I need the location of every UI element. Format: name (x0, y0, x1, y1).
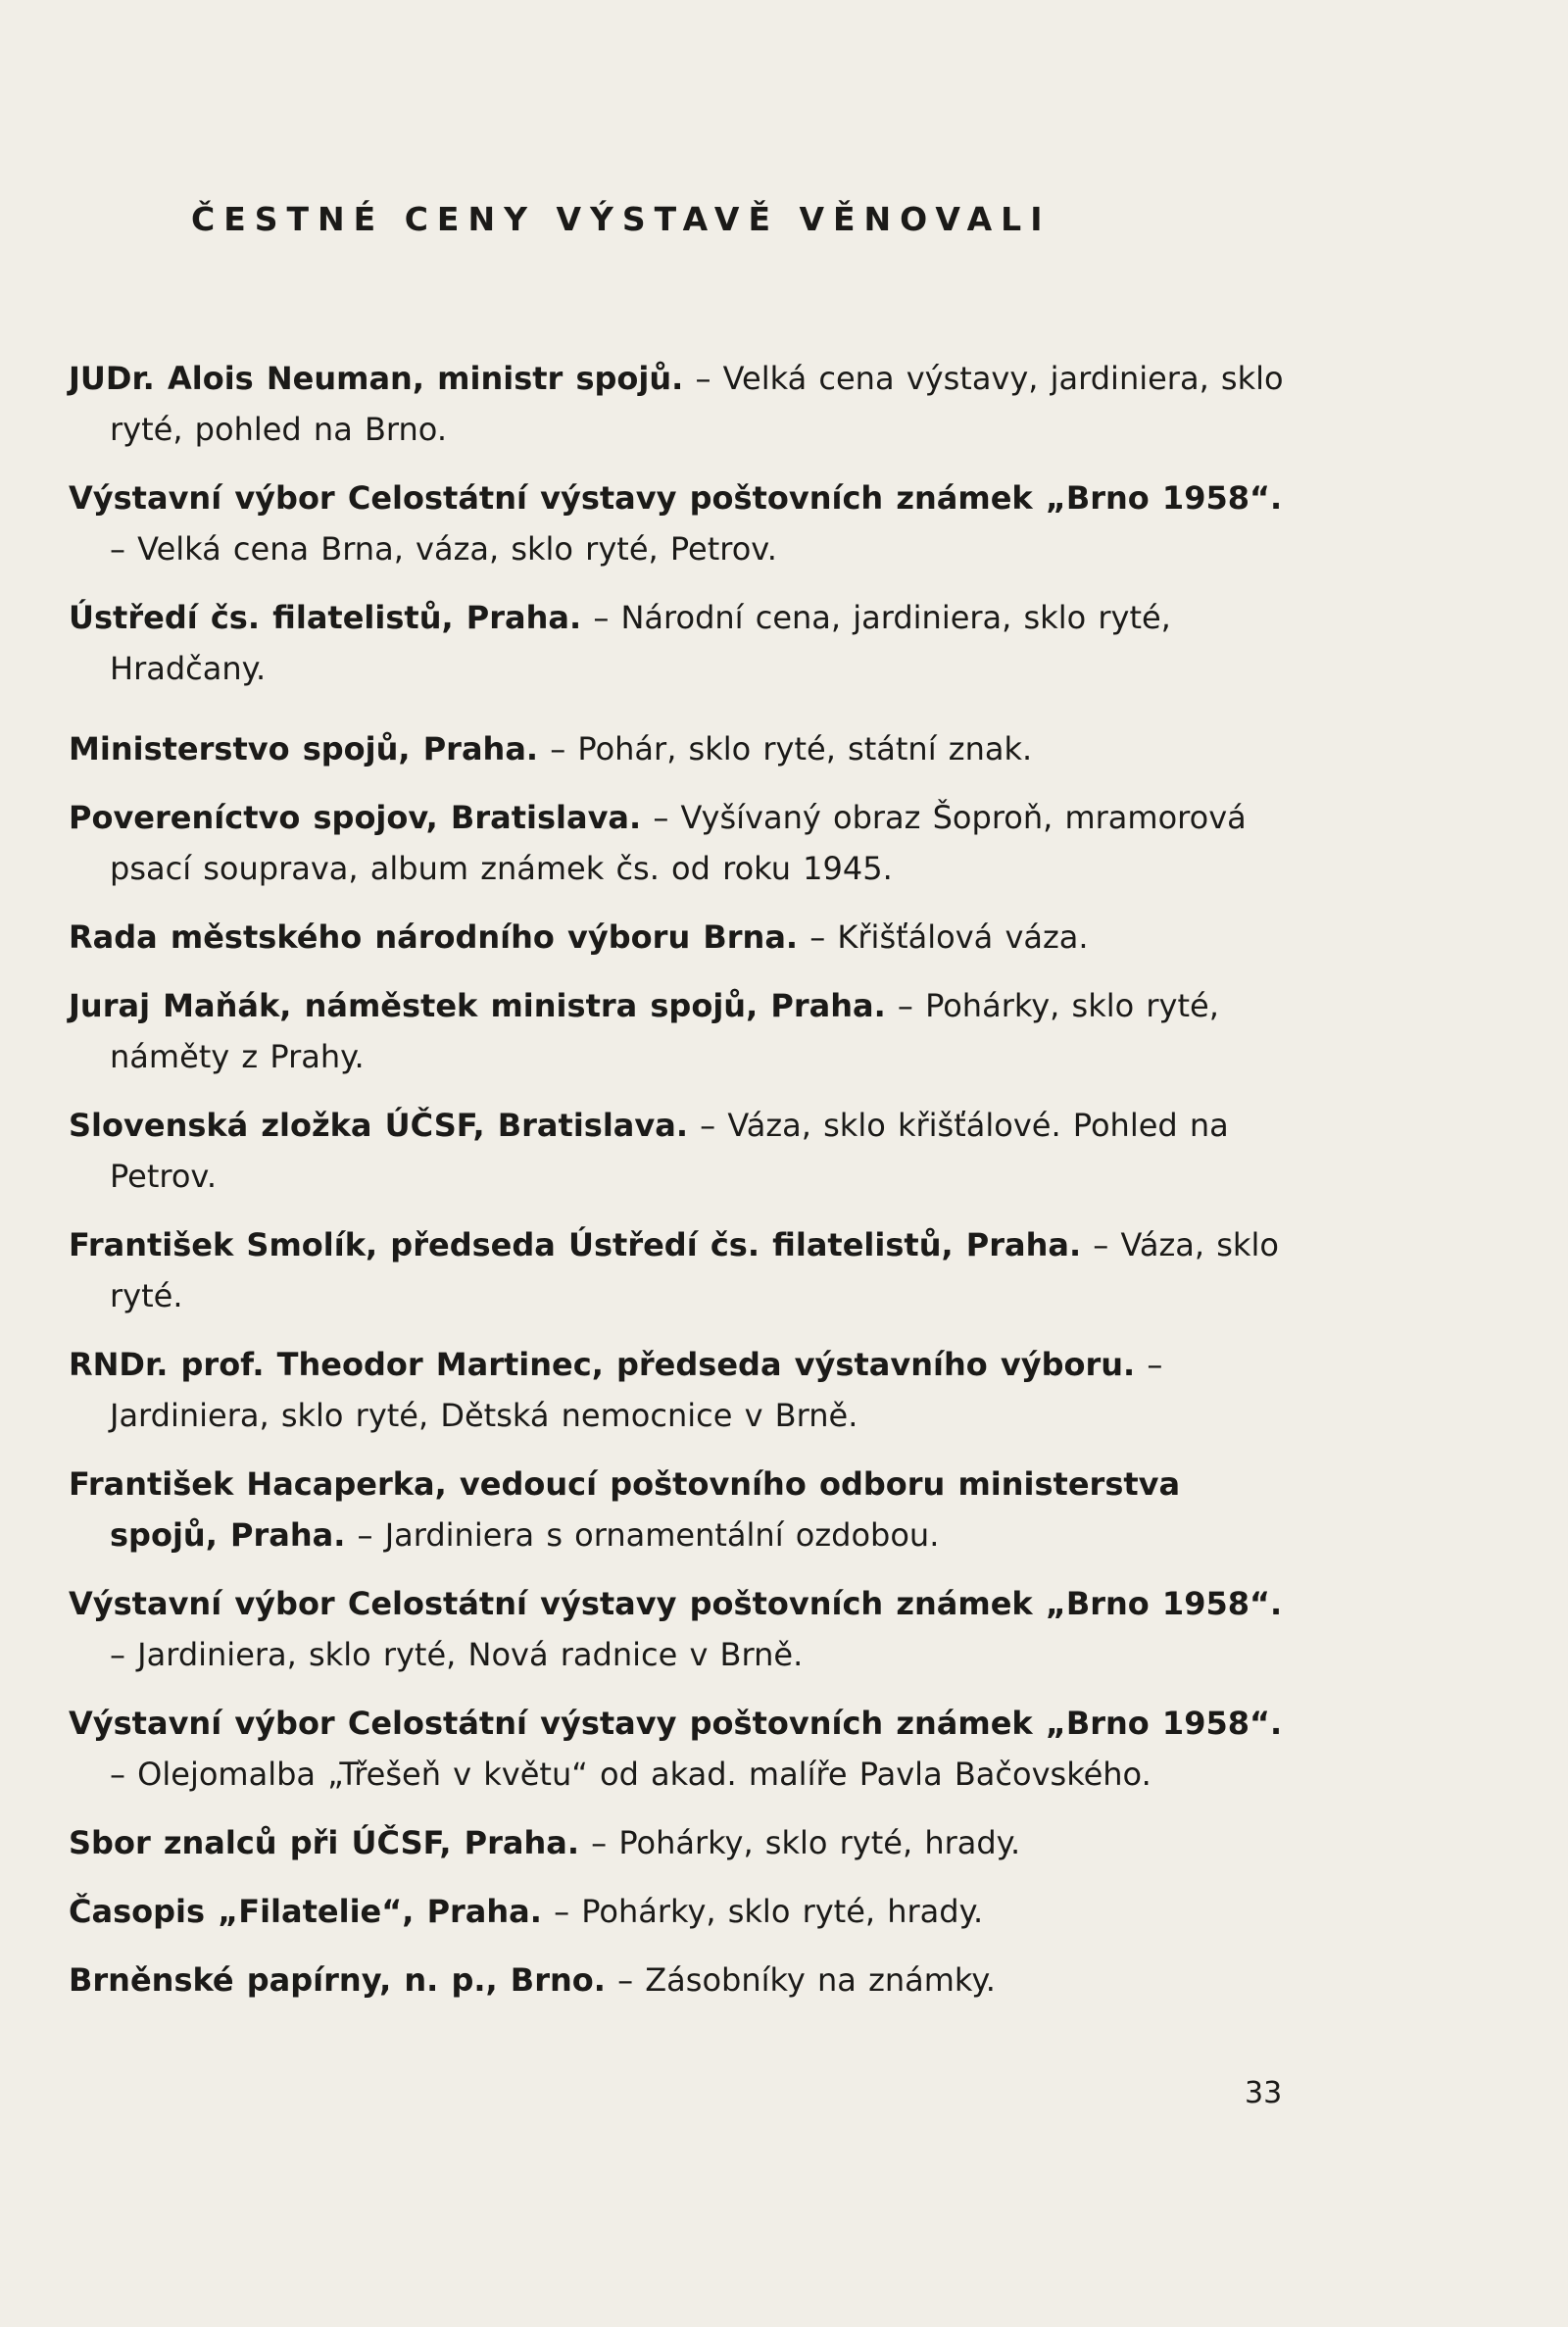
page-heading: ČESTNÉ CENY VÝSTAVĚ VĚNOVALI (191, 200, 1052, 238)
prize-description: – Váza, sklo křišťálové. Pohled na Petrov. (110, 1107, 1229, 1195)
prize-description: – Olejomalba „Třešeň v květu“ od akad. malíře Pavla Bačovského. (110, 1756, 1152, 1793)
prize-entry (69, 792, 1284, 894)
prize-description: – Jardiniera, sklo ryté, Nová radnice v Brně. (110, 1636, 804, 1673)
donor-name: RNDr. prof. Theodor Martinec, předseda výstavního výboru. (69, 1346, 1136, 1383)
prize-description: – Velká cena výstavy, jardiniera, sklo ryté, pohled na Brno. (110, 360, 1284, 448)
donor-name: Juraj Maňák, náměstek ministra spojů, Praha. (69, 987, 886, 1024)
prize-description: – Jardiniera, sklo ryté, Dětská nemocnice v Brně. (110, 1346, 1163, 1434)
prize-entry (69, 723, 1284, 774)
donor-name: Povereníctvo spojov, Bratislava. (69, 799, 642, 836)
prize-entry (69, 1698, 1284, 1800)
prize-entry (69, 1219, 1284, 1321)
prize-entry (69, 980, 1284, 1082)
prize-entry (69, 592, 1284, 694)
prize-description: – Vyšívaný obraz Šoproň, mramorová psací souprava, album známek čs. od roku 1945. (110, 799, 1247, 887)
donor-name: Rada městského národního výboru Brna. (69, 918, 799, 956)
prize-description: – Váza, sklo ryté. (110, 1226, 1279, 1314)
donor-name: František Smolík, předseda Ústředí čs. filatelistů, Praha. (69, 1226, 1082, 1263)
prize-description: – Křišťálová váza. (809, 918, 1089, 956)
donor-name: Časopis „Filatelie“, Praha. (69, 1893, 542, 1930)
donor-name: Výstavní výbor Celostátní výstavy poštovních známek „Brno 1958“. (69, 1705, 1283, 1742)
donor-name: Ústředí čs. filatelistů, Praha. (69, 599, 582, 636)
donor-name: František Hacaperka, vedoucí poštovního odboru ministerstva spojů, Praha. (69, 1465, 1181, 1554)
prize-entry (69, 1459, 1284, 1560)
donor-name: JUDr. Alois Neuman, ministr spojů. (69, 360, 684, 397)
prize-entry (69, 1886, 1284, 1937)
prize-entry (69, 1817, 1284, 1868)
prize-entry (69, 912, 1284, 963)
prize-entry (69, 1578, 1284, 1680)
prize-description: – Pohárky, sklo ryté, hrady. (554, 1893, 984, 1930)
prize-description: – Jardiniera s ornamentální ozdobou. (357, 1516, 940, 1554)
donor-name: Výstavní výbor Celostátní výstavy poštovních známek „Brno 1958“. (69, 1585, 1283, 1622)
donor-name: Sbor znalců při ÚČSF, Praha. (69, 1824, 579, 1861)
prize-description: – Pohárky, sklo ryté, hrady. (591, 1824, 1021, 1861)
prize-description: – Pohárky, sklo ryté, náměty z Prahy. (110, 987, 1219, 1075)
donor-name: Brněnské papírny, n. p., Brno. (69, 1961, 606, 1999)
prize-entry (69, 353, 1284, 455)
prize-description: – Velká cena Brna, váza, sklo ryté, Petrov. (110, 530, 777, 568)
prize-list (69, 353, 1284, 2023)
prize-description: – Pohár, sklo ryté, státní znak. (550, 730, 1033, 767)
donor-name: Výstavní výbor Celostátní výstavy poštovních známek „Brno 1958“. (69, 479, 1283, 517)
prize-entry (69, 1955, 1284, 2005)
donor-name: Slovenská zložka ÚČSF, Bratislava. (69, 1107, 688, 1144)
prize-entry (69, 472, 1284, 574)
prize-description: – Národní cena, jardiniera, sklo ryté, Hradčany. (110, 599, 1171, 687)
page-number: 33 (1245, 2076, 1283, 2110)
donor-name: Ministerstvo spojů, Praha. (69, 730, 539, 767)
prize-entry (69, 1339, 1284, 1441)
prize-description: – Zásobníky na známky. (617, 1961, 996, 1999)
prize-entry (69, 1100, 1284, 1202)
